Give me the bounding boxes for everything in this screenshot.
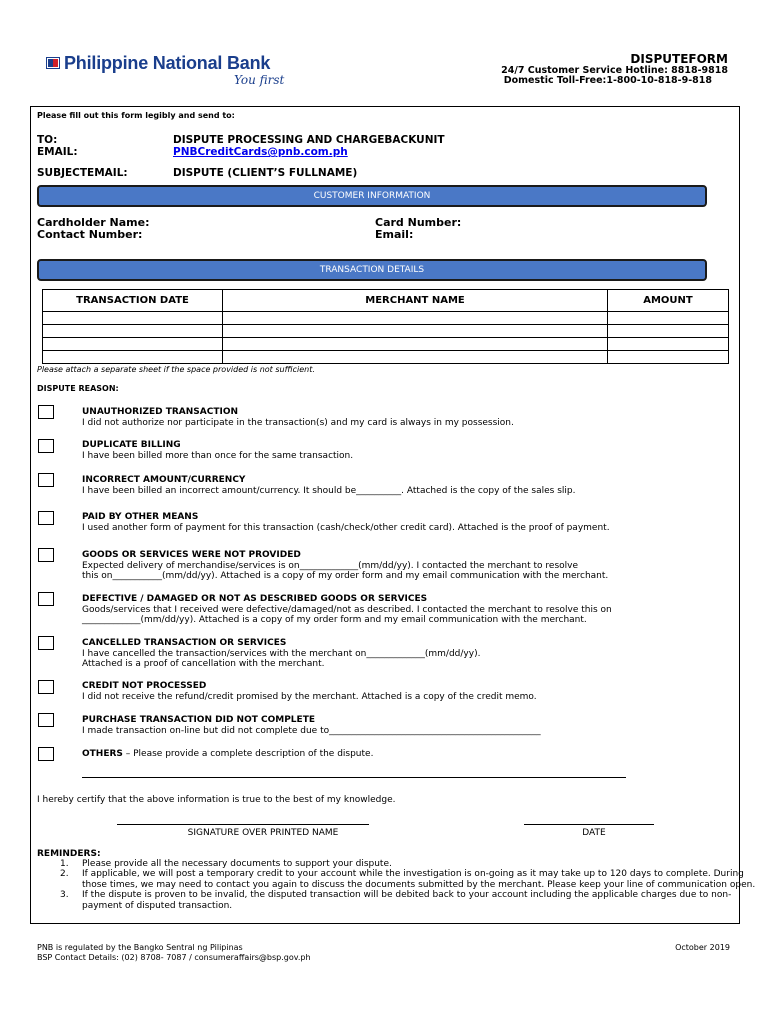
reason-desc: I did not receive the refund/credit promised by the merchant. Attached is a copy of the credit memo. — [82, 692, 537, 702]
to-label: TO: — [37, 134, 58, 146]
checkbox-unauthorized[interactable] — [38, 405, 54, 419]
checkbox-incorrect-amount[interactable] — [38, 473, 54, 487]
reminders-list — [40, 859, 762, 911]
reason-title: CREDIT NOT PROCESSED — [82, 681, 207, 691]
checkbox-credit-not-processed[interactable] — [38, 680, 54, 694]
form-title: DISPUTEFORM — [630, 52, 728, 66]
reason-desc: I did not authorize nor participate in the transaction(s) and my card is always in my possession. — [82, 418, 514, 428]
footer-bsp-contact: BSP Contact Details: (02) 8708- 7087 / consumeraffairs@bsp.gov.ph — [37, 953, 311, 962]
footer-date: October 2019 — [675, 943, 730, 952]
checkbox-duplicate-billing[interactable] — [38, 439, 54, 453]
table-cell[interactable] — [608, 351, 729, 364]
table-cell[interactable] — [43, 351, 223, 364]
table-row — [43, 338, 729, 351]
reason-title: UNAUTHORIZED TRANSACTION — [82, 407, 239, 417]
reason-title: INCORRECT AMOUNT/CURRENCY — [82, 475, 246, 485]
reason-title: PURCHASE TRANSACTION DID NOT COMPLETE — [82, 715, 315, 725]
table-cell[interactable] — [223, 325, 608, 338]
bank-logo — [44, 53, 304, 97]
transaction-table — [42, 289, 729, 364]
customer-email-label: Email: — [375, 228, 414, 241]
checkbox-paid-other-means[interactable] — [38, 511, 54, 525]
bank-tagline: You first — [234, 73, 285, 87]
table-cell[interactable] — [223, 338, 608, 351]
reason-title: PAID BY OTHER MEANS — [82, 512, 199, 522]
checkbox-cancelled-transaction[interactable] — [38, 636, 54, 650]
table-cell[interactable] — [608, 325, 729, 338]
table-cell[interactable] — [223, 351, 608, 364]
certification-statement: I hereby certify that the above information is true to the best of my knowledge. — [37, 795, 396, 805]
checkbox-defective-goods[interactable] — [38, 592, 54, 606]
date-label: DATE — [582, 828, 606, 838]
cardholder-label: Cardholder Name: — [37, 216, 150, 229]
others-reason — [82, 749, 373, 759]
list-item: 3. If the dispute is proven to be invalid, the disputed transaction will be debited back to your account including the applicable charges due to non-payment of disputed transaction. — [60, 890, 732, 911]
table-header-row — [43, 290, 729, 312]
reason-desc: I have been billed an incorrect amount/currency. It should be__________. Attached is the copy of the sales slip. — [82, 486, 576, 496]
table-cell[interactable] — [43, 312, 223, 325]
reason-desc: Expected delivery of merchandise/services is on_____________(mm/dd/yy). I contacted the merchant to resolve — [82, 561, 579, 571]
customer-info-bar: CUSTOMER INFORMATION — [37, 185, 707, 207]
bank-name: Philippine National Bank — [64, 53, 271, 73]
others-title: OTHERS — [82, 749, 123, 759]
checkbox-others[interactable] — [38, 747, 54, 761]
subject-value: DISPUTE (CLIENT’S FULLNAME) — [173, 167, 358, 179]
table-cell[interactable] — [43, 325, 223, 338]
transaction-details-bar: TRANSACTION DETAILS — [37, 259, 707, 281]
col-merchant-name: MERCHANT NAME — [223, 290, 608, 312]
email-link[interactable]: PNBCreditCards@pnb.com.ph — [173, 146, 348, 158]
reason-desc: I have been billed more than once for the same transaction. — [82, 451, 354, 461]
table-cell[interactable] — [43, 338, 223, 351]
reason-desc: _____________(mm/dd/yy). Attached is a copy of my order form and my email communication with the merchant. — [82, 615, 587, 625]
reminders-title: REMINDERS: — [37, 849, 101, 859]
reason-title: DEFECTIVE / DAMAGED OR NOT AS DESCRIBED GOODS OR SERVICES — [82, 594, 428, 604]
signature-line[interactable] — [117, 824, 369, 825]
attach-note: Please attach a separate sheet if the space provided is not sufficient. — [37, 365, 315, 374]
contact-label: Contact Number: — [37, 228, 143, 241]
reason-desc: I have cancelled the transaction/services with the merchant on_____________(mm/dd/yy). — [82, 649, 481, 659]
instruction-text: Please fill out this form legibly and send to: — [37, 111, 235, 120]
reason-desc: I made transaction on-line but did not complete due to_______________________________________________ — [82, 726, 541, 736]
table-row — [43, 312, 729, 325]
footer-regulated: PNB is regulated by the Bangko Sentral ng Pilipinas — [37, 943, 243, 952]
list-item: 1. Please provide all the necessary documents to support your dispute. — [60, 859, 392, 869]
col-amount: AMOUNT — [608, 290, 729, 312]
to-value: DISPUTE PROCESSING AND CHARGEBACKUNIT — [173, 134, 445, 146]
toll-free: Domestic Toll-Free:1-800-10-818-9-818 — [503, 75, 712, 86]
flag-icon — [46, 57, 60, 69]
reason-title: DUPLICATE BILLING — [82, 440, 181, 450]
card-number-label: Card Number: — [375, 216, 462, 229]
table-cell[interactable] — [223, 312, 608, 325]
signature-label: SIGNATURE OVER PRINTED NAME — [187, 828, 339, 838]
reason-desc: Attached is a proof of cancellation with the merchant. — [82, 659, 325, 669]
subject-label: SUBJECTEMAIL: — [37, 167, 128, 179]
checkbox-goods-not-provided[interactable] — [38, 548, 54, 562]
table-row — [43, 351, 729, 364]
reason-desc: I used another form of payment for this transaction (cash/check/other credit card). Attached is the proof of payment. — [82, 523, 610, 533]
reason-title: CANCELLED TRANSACTION OR SERVICES — [82, 638, 287, 648]
others-description-line[interactable] — [82, 777, 626, 778]
col-transaction-date: TRANSACTION DATE — [43, 290, 223, 312]
email-label: EMAIL: — [37, 146, 78, 158]
hotline: 24/7 Customer Service Hotline: 8818-9818 — [501, 65, 728, 76]
others-desc: – Please provide a complete description of the dispute. — [125, 749, 374, 759]
reason-desc: Goods/services that I received were defective/damaged/not as described. I contacted the merchant to resolve this on — [82, 605, 612, 615]
table-cell[interactable] — [608, 338, 729, 351]
dispute-reason-label: DISPUTE REASON: — [37, 384, 119, 393]
reason-desc: this on___________(mm/dd/yy). Attached is a copy of my order form and my email communication with the merchant. — [82, 571, 609, 581]
checkbox-purchase-not-complete[interactable] — [38, 713, 54, 727]
date-line[interactable] — [524, 824, 654, 825]
table-cell[interactable] — [608, 312, 729, 325]
reason-title: GOODS OR SERVICES WERE NOT PROVIDED — [82, 550, 301, 560]
list-item: 2. If applicable, we will post a temporary credit to your account while the investigation is on-going as it may take up to 120 days to complete. During those times, we may need to contact you again to discuss the documents submitted by the merchant. Please keep your line of communication open. — [60, 869, 756, 890]
table-row — [43, 325, 729, 338]
